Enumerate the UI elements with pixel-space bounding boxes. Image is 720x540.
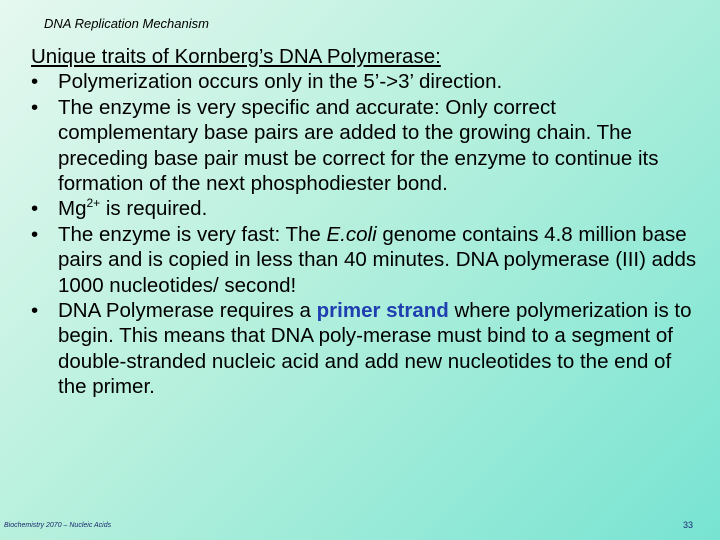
bullet-text-pre: Mg	[58, 197, 87, 221]
bullet-list	[31, 69, 701, 399]
body-heading: Unique traits of Kornberg’s DNA Polymerase:	[31, 45, 441, 68]
page-number: 33	[683, 520, 694, 530]
bullet-dot-icon: •	[31, 299, 39, 323]
bullet-text-post: where polymerization is to begin. This means that DNA poly-merase must bind to a segment of double-stranded nucleic acid and add new nucleotides to the end of the primer.	[58, 299, 692, 399]
bullet-text: Polymerization occurs only in the 5’->3’ direction.	[58, 70, 503, 94]
bullet-item	[31, 196, 701, 221]
species-name-italic: E.coli	[326, 222, 377, 246]
bullet-dot-icon: •	[31, 222, 39, 246]
bullet-item	[31, 222, 701, 298]
slide-body	[31, 44, 701, 400]
bullet-text-pre: The enzyme is very fast: The	[58, 222, 327, 246]
bullet-text-post: genome contains 4.8 million base pairs and is copied in less than 40 minutes. DNA polymerase (III) adds 1000 nucleotides/ second!	[58, 222, 697, 297]
bullet-dot-icon: •	[31, 197, 39, 221]
bullet-item	[31, 298, 701, 400]
bullet-text-pre: DNA Polymerase requires a	[58, 299, 317, 323]
primer-strand-highlight: primer strand	[316, 299, 449, 323]
footer-course-label: Biochemistry 2070 – Nucleic Acids	[4, 522, 112, 529]
slide-header-title: DNA Replication Mechanism	[44, 16, 209, 31]
bullet-dot-icon: •	[31, 70, 39, 94]
bullet-dot-icon: •	[31, 95, 39, 119]
bullet-text: The enzyme is very specific and accurate: Only correct complementary base pairs are added to the growing chain. The preceding base pair must be correct for the enzyme to continue its formation of the next phosphodiester bond.	[58, 95, 659, 196]
bullet-item	[31, 95, 701, 197]
magnesium-charge-superscript: 2+	[86, 195, 101, 210]
bullet-text-post: is required.	[100, 197, 208, 221]
bullet-item	[31, 69, 701, 94]
